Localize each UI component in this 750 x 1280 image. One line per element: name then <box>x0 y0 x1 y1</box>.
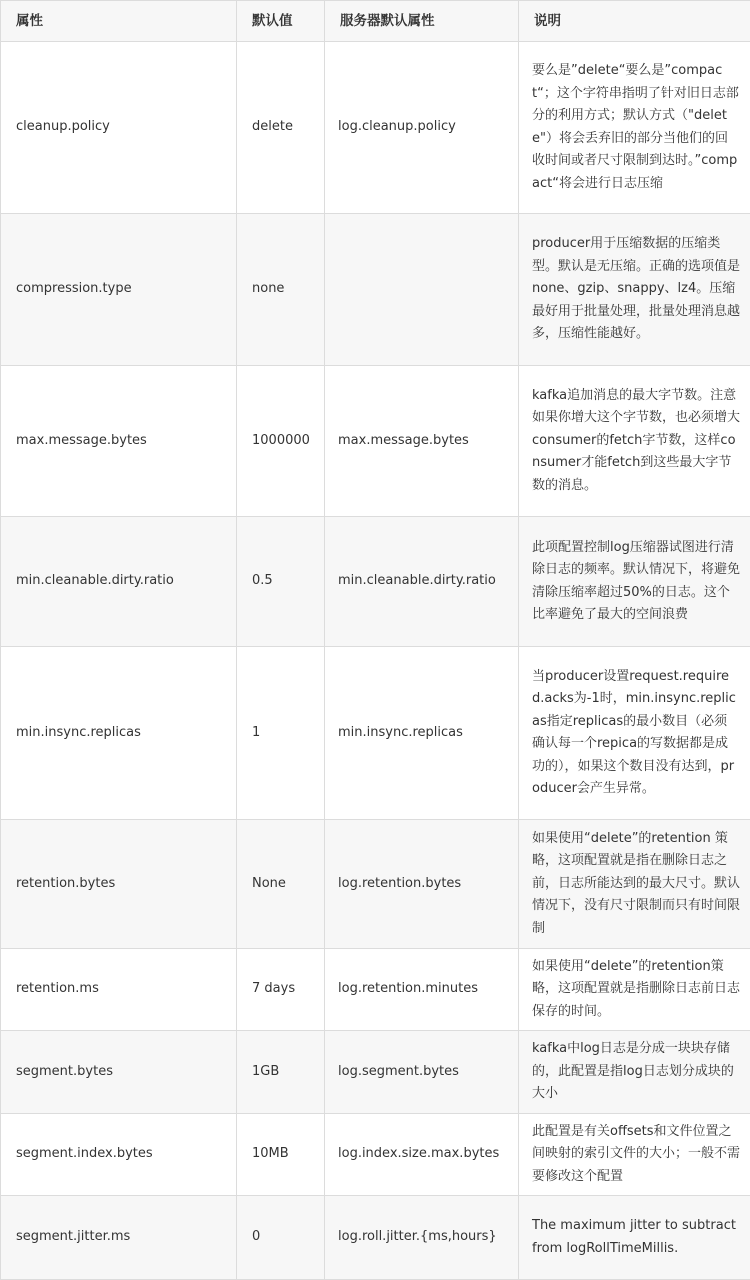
table-row <box>1 1114 750 1196</box>
description-cell: 如果使用“delete”的retention策略，这项配置就是指删除日志前日志保存的时间。 <box>519 949 750 1031</box>
table-row <box>1 214 750 366</box>
description-cell: The maximum jitter to subtract from logRollTimeMillis. <box>519 1196 750 1280</box>
header-server-default: 服务器默认属性 <box>325 1 519 42</box>
description-cell: 当producer设置request.required.acks为-1时，min.insync.replicas指定replicas的最小数目（必须确认每一个repica的写数据都是成功的），如果这个数目没有达到，producer会产生异常。 <box>519 647 750 820</box>
header-description: 说明 <box>519 1 750 42</box>
property-cell: segment.jitter.ms <box>1 1196 237 1280</box>
default-cell: 7 days <box>237 949 325 1031</box>
server-default-cell <box>325 214 519 366</box>
default-cell: 0.5 <box>237 517 325 647</box>
header-property: 属性 <box>1 1 237 42</box>
server-default-cell: min.cleanable.dirty.ratio <box>325 517 519 647</box>
default-cell: 1 <box>237 647 325 820</box>
default-cell: none <box>237 214 325 366</box>
table-row <box>1 517 750 647</box>
default-cell: delete <box>237 42 325 214</box>
server-default-cell: log.index.size.max.bytes <box>325 1114 519 1196</box>
table-row <box>1 1196 750 1280</box>
property-cell: segment.index.bytes <box>1 1114 237 1196</box>
server-default-cell: min.insync.replicas <box>325 647 519 820</box>
header-default: 默认值 <box>237 1 325 42</box>
server-default-cell: log.roll.jitter.{ms,hours} <box>325 1196 519 1280</box>
description-cell: 此项配置控制log压缩器试图进行清除日志的频率。默认情况下，将避免清除压缩率超过50%的日志。这个比率避免了最大的空间浪费 <box>519 517 750 647</box>
property-cell: min.cleanable.dirty.ratio <box>1 517 237 647</box>
table-header-row <box>1 1 750 42</box>
server-default-cell: log.cleanup.policy <box>325 42 519 214</box>
description-cell: 要么是”delete“要么是”compact“；这个字符串指明了针对旧日志部分的利用方式；默认方式（"delete"）将会丢弃旧的部分当他们的回收时间或者尺寸限制到达时。”compact“将会进行日志压缩 <box>519 42 750 214</box>
table-row <box>1 42 750 214</box>
table-row <box>1 1031 750 1114</box>
property-cell: segment.bytes <box>1 1031 237 1114</box>
property-cell: compression.type <box>1 214 237 366</box>
property-cell: min.insync.replicas <box>1 647 237 820</box>
table-row <box>1 820 750 949</box>
server-default-cell: log.segment.bytes <box>325 1031 519 1114</box>
description-cell: producer用于压缩数据的压缩类型。默认是无压缩。正确的选项值是none、gzip、snappy、lz4。压缩最好用于批量处理，批量处理消息越多，压缩性能越好。 <box>519 214 750 366</box>
description-cell: 此配置是有关offsets和文件位置之间映射的索引文件的大小；一般不需要修改这个配置 <box>519 1114 750 1196</box>
property-cell: cleanup.policy <box>1 42 237 214</box>
server-default-cell: log.retention.bytes <box>325 820 519 949</box>
server-default-cell: log.retention.minutes <box>325 949 519 1031</box>
description-cell: 如果使用“delete”的retention 策略，这项配置就是指在删除日志之前，日志所能达到的最大尺寸。默认情况下，没有尺寸限制而只有时间限制 <box>519 820 750 949</box>
property-cell: max.message.bytes <box>1 366 237 517</box>
description-cell: kafka追加消息的最大字节数。注意如果你增大这个字节数，也必须增大consumer的fetch字节数，这样consumer才能fetch到这些最大字节数的消息。 <box>519 366 750 517</box>
default-cell: None <box>237 820 325 949</box>
default-cell: 1000000 <box>237 366 325 517</box>
default-cell: 1GB <box>237 1031 325 1114</box>
table-row <box>1 647 750 820</box>
default-cell: 10MB <box>237 1114 325 1196</box>
property-cell: retention.bytes <box>1 820 237 949</box>
property-cell: retention.ms <box>1 949 237 1031</box>
default-cell: 0 <box>237 1196 325 1280</box>
server-default-cell: max.message.bytes <box>325 366 519 517</box>
table-row <box>1 366 750 517</box>
table-row <box>1 949 750 1031</box>
description-cell: kafka中log日志是分成一块块存储的，此配置是指log日志划分成块的大小 <box>519 1031 750 1114</box>
